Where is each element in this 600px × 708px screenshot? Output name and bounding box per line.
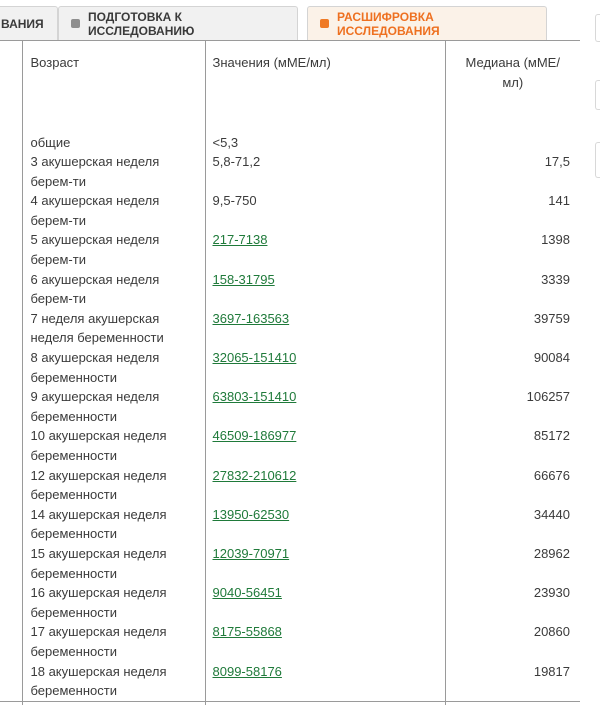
- age-cell: 16 акушерская неделя беременности: [22, 583, 205, 622]
- median-cell: 17,5: [544, 154, 570, 170]
- median-cell: 39759: [533, 310, 570, 326]
- row-spacer: [0, 191, 22, 230]
- value-cell: [205, 270, 445, 309]
- table-row: [0, 662, 580, 705]
- value-link[interactable]: 3697-163563: [212, 310, 290, 326]
- table-body: [0, 133, 580, 705]
- tab-description-label: ВАНИЯ: [1, 16, 44, 31]
- square-icon: [320, 19, 329, 28]
- table-row: [0, 133, 580, 153]
- age-cell: 10 акушерская неделя беременности: [22, 426, 205, 465]
- results-table: [0, 40, 580, 705]
- value-cell: [205, 309, 445, 348]
- value-cell: [205, 230, 445, 269]
- row-spacer: [0, 270, 22, 309]
- median-cell: [445, 133, 580, 153]
- row-spacer: [0, 133, 22, 153]
- age-cell: 18 акушерская неделя беременности: [22, 662, 205, 705]
- table-row: [0, 348, 580, 387]
- median-cell: 85172: [533, 428, 570, 444]
- side-panel-edge: [595, 14, 600, 42]
- tab-preparation-label: ПОДГОТОВКА К ИССЛЕДОВАНИЮ: [88, 9, 195, 38]
- value-link[interactable]: 8099-58176: [212, 663, 282, 679]
- value-cell: [205, 191, 445, 230]
- age-cell: 15 акушерская неделя беременности: [22, 544, 205, 583]
- table-row: [0, 270, 580, 309]
- row-spacer: [0, 466, 22, 505]
- table-bottom-border: [0, 701, 580, 702]
- value-link[interactable]: 27832-210612: [212, 467, 297, 483]
- table-row: [0, 230, 580, 269]
- table-row: [0, 191, 580, 230]
- tab-interpretation[interactable]: [307, 6, 547, 40]
- value-cell: [205, 466, 445, 505]
- age-cell: 6 акушерская неделя берем-ти: [22, 270, 205, 309]
- table-row: [0, 309, 580, 348]
- value-cell: [205, 133, 445, 153]
- value-cell: [205, 387, 445, 426]
- age-cell: 8 акушерская неделя беременности: [22, 348, 205, 387]
- age-cell: 17 акушерская неделя беременности: [22, 622, 205, 661]
- row-spacer: [0, 662, 22, 705]
- value-text: <5,3: [212, 134, 239, 150]
- table-row: [0, 387, 580, 426]
- table-header-row: [0, 41, 580, 133]
- header-median: Медиана (мМЕ/мл): [445, 41, 580, 133]
- value-text: 5,8-71,2: [212, 154, 261, 170]
- value-link[interactable]: 8175-55868: [212, 624, 282, 640]
- value-cell: [205, 152, 445, 191]
- value-cell: [205, 662, 445, 705]
- row-spacer: [0, 426, 22, 465]
- median-cell: 106257: [526, 389, 570, 405]
- results-table-container: [0, 40, 580, 704]
- median-cell: 141: [548, 193, 570, 209]
- table-row: [0, 544, 580, 583]
- table-row: [0, 622, 580, 661]
- value-cell: [205, 544, 445, 583]
- value-link[interactable]: 12039-70971: [212, 545, 290, 561]
- median-cell: 19817: [533, 663, 570, 679]
- value-text: 9,5-750: [212, 193, 257, 209]
- row-spacer: [0, 505, 22, 544]
- median-cell: 3339: [541, 271, 570, 287]
- table-row: [0, 466, 580, 505]
- table-row: [0, 505, 580, 544]
- row-spacer: [0, 387, 22, 426]
- header-values: Значения (мМЕ/мл): [205, 41, 445, 133]
- value-link[interactable]: 217-7138: [212, 232, 268, 248]
- value-link[interactable]: 32065-151410: [212, 350, 297, 366]
- age-cell: общие: [22, 133, 205, 153]
- value-cell: [205, 505, 445, 544]
- age-cell: 5 акушерская неделя берем-ти: [22, 230, 205, 269]
- median-cell: 90084: [533, 350, 570, 366]
- row-spacer: [0, 152, 22, 191]
- header-age: Возраст: [22, 41, 205, 133]
- value-cell: [205, 622, 445, 661]
- median-cell: 1398: [541, 232, 570, 248]
- table-header-spacer: [0, 41, 22, 133]
- row-spacer: [0, 230, 22, 269]
- median-cell: 34440: [533, 506, 570, 522]
- table-row: [0, 152, 580, 191]
- tab-description[interactable]: [0, 6, 58, 40]
- age-cell: 3 акушерская неделя берем-ти: [22, 152, 205, 191]
- value-cell: [205, 348, 445, 387]
- median-cell: 23930: [533, 585, 570, 601]
- row-spacer: [0, 622, 22, 661]
- value-cell: [205, 583, 445, 622]
- side-panel-edge: [595, 142, 600, 178]
- value-link[interactable]: 9040-56451: [212, 585, 282, 601]
- median-cell: 66676: [533, 467, 570, 483]
- age-cell: 7 неделя акушерская неделя беременности: [22, 309, 205, 348]
- median-cell: 28962: [533, 545, 570, 561]
- age-cell: 12 акушерская неделя беременности: [22, 466, 205, 505]
- value-cell: [205, 426, 445, 465]
- tab-bar: [0, 0, 600, 40]
- tab-interpretation-label: РАСШИФРОВКА ИССЛЕДОВАНИЯ: [337, 9, 440, 38]
- value-link[interactable]: 13950-62530: [212, 506, 290, 522]
- row-spacer: [0, 544, 22, 583]
- row-spacer: [0, 348, 22, 387]
- age-cell: 9 акушерская неделя беременности: [22, 387, 205, 426]
- side-panel-edge: [595, 80, 600, 110]
- age-cell: 14 акушерская неделя беременности: [22, 505, 205, 544]
- age-cell: 4 акушерская неделя берем-ти: [22, 191, 205, 230]
- value-link[interactable]: 46509-186977: [212, 428, 297, 444]
- median-cell: 20860: [533, 624, 570, 640]
- table-row: [0, 426, 580, 465]
- value-link[interactable]: 158-31795: [212, 271, 275, 287]
- tab-preparation[interactable]: [58, 6, 298, 40]
- square-icon: [71, 19, 80, 28]
- value-link[interactable]: 63803-151410: [212, 389, 297, 405]
- row-spacer: [0, 583, 22, 622]
- table-row: [0, 583, 580, 622]
- row-spacer: [0, 309, 22, 348]
